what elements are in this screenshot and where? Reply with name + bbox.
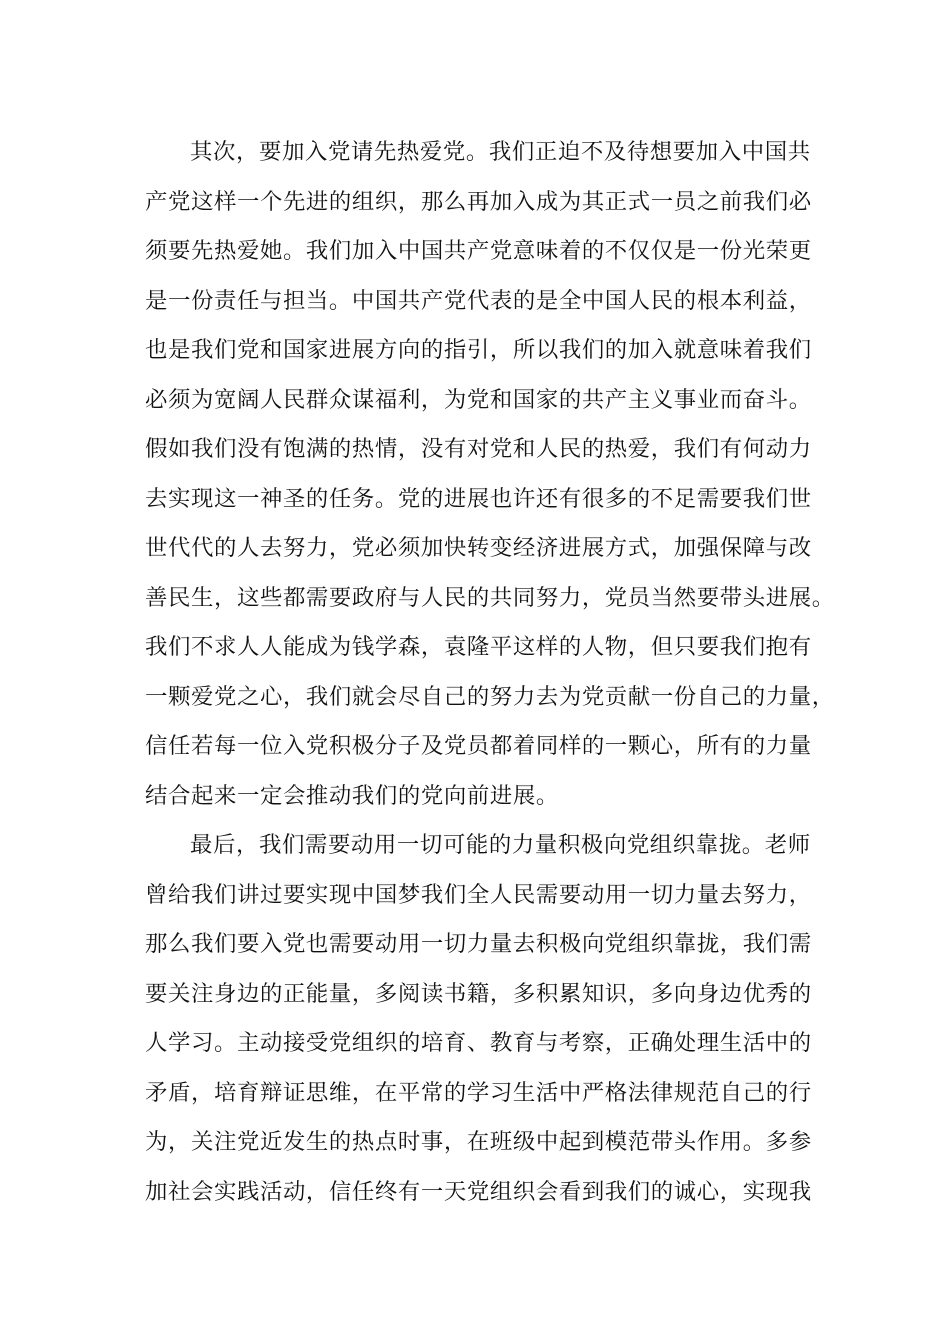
- paragraph-2-line-7: 为，关注党近发生的热点时事，在班级中起到模范带头作用。多参: [145, 1129, 812, 1155]
- paragraph-1-line-13: 信任若每一位入党积极分子及党员都着同样的一颗心，所有的力量: [145, 733, 812, 759]
- paragraph-2-line-4: 要关注身边的正能量，多阅读书籍，多积累知识，多向身边优秀的: [145, 981, 812, 1007]
- paragraph-1-line-14: 结合起来一定会推动我们的党向前进展。: [145, 783, 559, 809]
- paragraph-1-line-9: 世代代的人去努力，党必须加快转变经济进展方式，加强保障与改: [145, 535, 812, 561]
- paragraph-1-line-11: 我们不求人人能成为钱学森，袁隆平这样的人物，但只要我们抱有: [145, 634, 812, 660]
- paragraph-1-line-8: 去实现这一神圣的任务。党的进展也许还有很多的不足需要我们世: [145, 486, 812, 512]
- paragraph-2-line-3: 那么我们要入党也需要动用一切力量去积极向党组织靠拢，我们需: [145, 931, 812, 957]
- paragraph-2-line-6: 矛盾，培育辩证思维，在平常的学习生活中严格法律规范自己的行: [145, 1080, 812, 1106]
- paragraph-2-line-2: 曾给我们讲过要实现中国梦我们全人民需要动用一切力量去努力，: [145, 882, 812, 908]
- paragraph-2-line-1: 最后，我们需要动用一切可能的力量积极向党组织靠拢。老师: [190, 832, 811, 858]
- paragraph-1-line-5: 也是我们党和国家进展方向的指引，所以我们的加入就意味着我们: [145, 337, 812, 363]
- paragraph-1-line-7: 假如我们没有饱满的热情，没有对党和人民的热爱，我们有何动力: [145, 436, 812, 462]
- paragraph-1-line-6: 必须为宽阔人民群众谋福利，为党和国家的共产主义事业而奋斗。: [145, 387, 812, 413]
- paragraph-2-line-8: 加社会实践活动，信任终有一天党组织会看到我们的诚心，实现我: [145, 1179, 812, 1205]
- paragraph-1-line-2: 产党这样一个先进的组织，那么再加入成为其正式一员之前我们必: [145, 189, 812, 215]
- paragraph-1-line-4: 是一份责任与担当。中国共产党代表的是全中国人民的根本利益，: [145, 288, 812, 314]
- paragraph-1-line-1: 其次，要加入党请先热爱党。我们正迫不及待想要加入中国共: [190, 139, 811, 165]
- paragraph-1-line-12: 一颗爱党之心，我们就会尽自己的努力去为党贡献一份自己的力量，: [145, 684, 835, 710]
- paragraph-2-line-5: 人学习。主动接受党组织的培育、教育与考察，正确处理生活中的: [145, 1030, 812, 1056]
- paragraph-1-line-3: 须要先热爱她。我们加入中国共产党意味着的不仅仅是一份光荣更: [145, 238, 812, 264]
- paragraph-1-line-10: 善民生，这些都需要政府与人民的共同努力，党员当然要带头进展。: [145, 585, 835, 611]
